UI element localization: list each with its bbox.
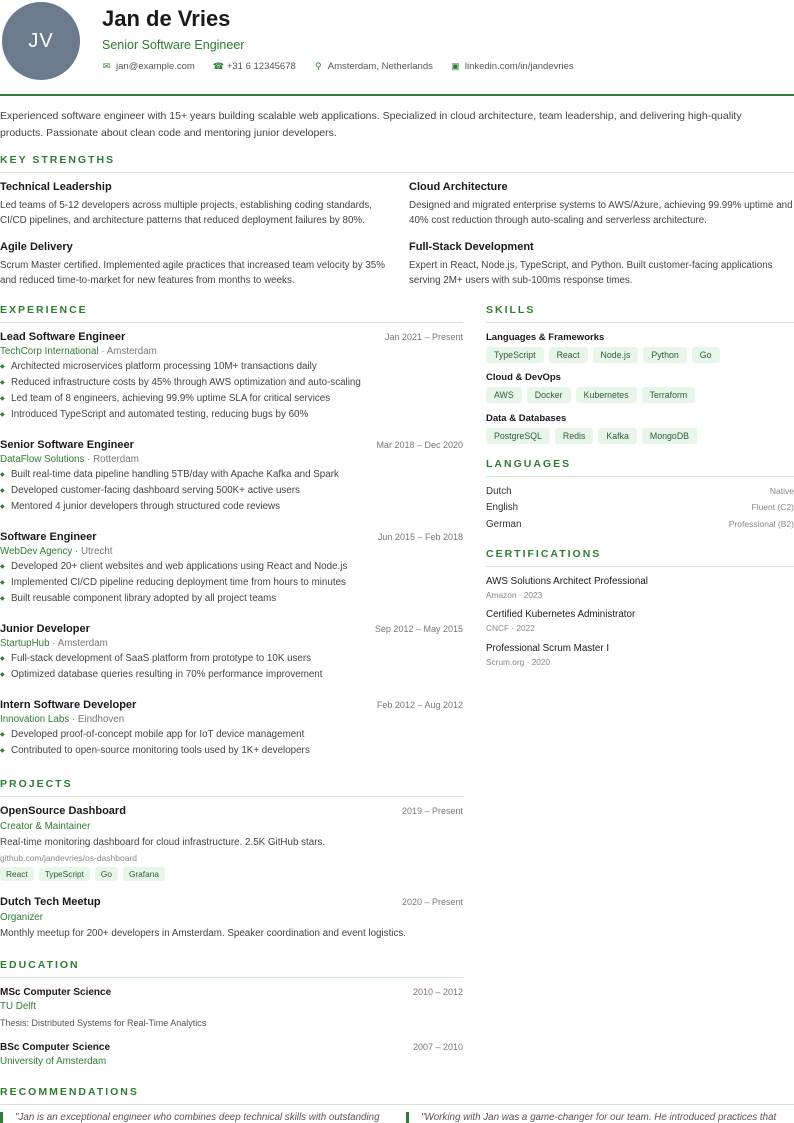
strength-desc: Expert in React, Node.js, TypeScript, and Python. Built customer-facing applications serving 2M+ users with sub-100ms response times. <box>409 260 773 286</box>
job-bullet: ◆ Developed 20+ client websites and web applications using React and Node.js <box>0 559 463 575</box>
language-level: Professional (B2) <box>728 519 794 529</box>
linkedin-icon: ▣ <box>451 61 460 71</box>
contact-email-text: jan@example.com <box>116 61 195 72</box>
contact-location <box>314 61 433 72</box>
recommendation-quote: "Working with Jan was a game-changer for our team. He introduced practices that <box>406 1112 794 1123</box>
job-location: · Rotterdam <box>84 454 139 465</box>
contact-linkedin-text: linkedin.com/in/jandevries <box>464 61 574 72</box>
strength-item <box>0 241 385 288</box>
job-bullets <box>0 559 463 607</box>
skill-tag: Docker <box>527 387 571 403</box>
job-dates: Mar 2018 – Dec 2020 <box>376 440 463 450</box>
location-icon: ⚲ <box>314 61 322 71</box>
job-bullet: ◆ Reduced infrastructure costs by 45% through AWS optimization and auto-scaling <box>0 375 463 391</box>
job-dates: Sep 2012 – May 2015 <box>374 624 463 634</box>
section-title-certifications: CERTIFICATIONS <box>486 548 794 567</box>
education-school: University of Amsterdam <box>0 1056 107 1067</box>
certification-meta: CNCF · 2022 <box>486 623 535 633</box>
project-tag: Go <box>95 867 118 881</box>
project-role: Creator & Maintainer <box>0 821 91 832</box>
experience-item <box>0 331 463 423</box>
job-bullets <box>0 727 463 759</box>
skill-group <box>486 332 794 363</box>
section-title-languages: LANGUAGES <box>486 458 794 477</box>
skill-tag: Kubernetes <box>576 387 637 403</box>
job-title: Intern Software Developer <box>0 699 137 711</box>
project-title: OpenSource Dashboard <box>0 805 126 817</box>
skill-tag: Kafka <box>598 428 637 444</box>
project-dates: 2019 – Present <box>401 806 463 816</box>
avatar <box>2 2 80 80</box>
language-name: Dutch <box>486 486 512 497</box>
project-item <box>0 896 463 939</box>
job-dates: Jun 2015 – Feb 2018 <box>377 532 463 542</box>
language-name: German <box>486 519 522 530</box>
project-desc: Monthly meetup for 200+ developers in Amsterdam. Speaker coordination and event logistics. <box>0 928 406 939</box>
education-school: TU Delft <box>0 1001 36 1012</box>
project-tag: Grafana <box>123 867 165 881</box>
job-location: · Amsterdam <box>49 638 108 649</box>
strength-item <box>0 181 385 228</box>
contact-phone[interactable] <box>213 61 296 72</box>
candidate-name: Jan de Vries <box>102 6 231 31</box>
experience-item <box>0 439 463 515</box>
project-dates: 2020 – Present <box>401 897 463 907</box>
strength-title: Technical Leadership <box>0 181 112 193</box>
skill-group-title: Languages & Frameworks <box>486 332 605 343</box>
education-thesis: Thesis: Distributed Systems for Real-Time Analytics <box>0 1018 207 1028</box>
certification-name: Professional Scrum Master I <box>486 643 610 654</box>
job-location: · Eindhoven <box>69 714 125 725</box>
education-dates: 2010 – 2012 <box>412 987 463 997</box>
skill-tag: MongoDB <box>642 428 697 444</box>
summary: Experienced software engineer with 15+ years building scalable web applications. Specialized in cloud architecture, team leadership, and delivering high-quality products. Passionate about clean code and mentoring junior developers. <box>0 110 742 139</box>
job-bullets <box>0 359 463 423</box>
section-title-education: EDUCATION <box>0 959 463 978</box>
contact-email[interactable] <box>102 61 195 72</box>
skill-tag: Redis <box>555 428 594 444</box>
education-degree: BSc Computer Science <box>0 1042 111 1053</box>
section-title-experience: EXPERIENCE <box>0 304 463 323</box>
strength-item <box>409 181 794 228</box>
skill-group <box>486 413 794 444</box>
strength-desc: Scrum Master certified. Implemented agile practices that increased team velocity by 35% and reduced time-to-market for new features from months to weeks. <box>0 260 385 286</box>
language-level: Native <box>769 486 794 496</box>
experience-item <box>0 531 463 607</box>
section-title-recommendations: RECOMMENDATIONS <box>0 1086 794 1105</box>
strength-title: Full-Stack Development <box>409 241 534 253</box>
company-name: WebDev Agency <box>0 546 73 557</box>
strength-title: Cloud Architecture <box>409 181 508 193</box>
project-desc: Real-time monitoring dashboard for cloud infrastructure. 2.5K GitHub stars. <box>0 837 326 848</box>
job-title: Lead Software Engineer <box>0 331 126 343</box>
skill-group <box>486 372 794 403</box>
job-bullets <box>0 651 463 683</box>
certification-item <box>486 643 794 667</box>
job-dates: Jan 2021 – Present <box>384 332 463 342</box>
contact-location-text: Amsterdam, Netherlands <box>327 61 433 72</box>
company-name: Innovation Labs <box>0 714 70 725</box>
resume-header <box>0 0 794 96</box>
language-item <box>486 486 794 497</box>
contact-phone-text: +31 6 12345678 <box>226 61 296 72</box>
certification-item <box>486 576 794 600</box>
skill-tag: Node.js <box>593 347 639 363</box>
project-link[interactable]: github.com/jandevries/os-dashboard <box>0 853 138 863</box>
experience-item <box>0 623 463 683</box>
recommendation-quote: "Jan is an exceptional engineer who combines deep technical skills with outstanding <box>0 1112 394 1123</box>
job-bullet: ◆ Architected microservices platform processing 10M+ transactions daily <box>0 359 463 375</box>
project-tag: React <box>0 867 34 881</box>
project-tag: TypeScript <box>39 867 90 881</box>
company-name: StartupHub <box>0 638 50 649</box>
skill-tag: PostgreSQL <box>486 428 550 444</box>
education-item <box>0 1042 463 1067</box>
project-title: Dutch Tech Meetup <box>0 896 101 908</box>
certification-meta: Amazon · 2023 <box>486 590 543 600</box>
avatar-initials: JV <box>28 29 54 52</box>
education-dates: 2007 – 2010 <box>412 1042 463 1052</box>
language-name: English <box>486 502 519 513</box>
skill-tag: Python <box>643 347 686 363</box>
job-title: Junior Developer <box>0 623 90 635</box>
education-degree: MSc Computer Science <box>0 987 112 998</box>
section-title-skills: SKILLS <box>486 304 794 323</box>
job-title: Software Engineer <box>0 531 97 543</box>
email-icon: ✉ <box>102 61 111 71</box>
job-bullet: ◆ Mentored 4 junior developers through structured code reviews <box>0 499 463 515</box>
strength-title: Agile Delivery <box>0 241 73 253</box>
job-bullets <box>0 467 463 515</box>
job-bullet: ◆ Built reusable component library adopted by all project teams <box>0 591 463 607</box>
company-name: TechCorp International <box>0 346 99 357</box>
strength-desc: Designed and migrated enterprise systems to AWS/Azure, achieving 99.99% uptime and 40% cost reduction through auto-scaling and serverless architecture. <box>409 200 793 226</box>
skill-tag: Go <box>692 347 720 363</box>
job-bullet: ◆ Full-stack development of SaaS platform from prototype to 10K users <box>0 651 463 667</box>
job-bullet: ◆ Developed proof-of-concept mobile app for IoT device management <box>0 727 463 743</box>
project-item <box>0 805 463 881</box>
strength-desc: Led teams of 5-12 developers across multiple projects, establishing coding standards, CI/CD pipelines, and architecture patterns that reduced deployment failures by 80%. <box>0 200 372 226</box>
section-title-projects: PROJECTS <box>0 778 463 797</box>
skill-tag: Terraform <box>642 387 696 403</box>
skill-tag: React <box>549 347 588 363</box>
skill-group-title: Cloud & DevOps <box>486 372 561 383</box>
phone-icon: ☎ <box>212 61 225 71</box>
job-dates: Feb 2012 – Aug 2012 <box>376 700 463 710</box>
certification-meta: Scrum.org · 2020 <box>486 657 551 667</box>
certification-item <box>486 609 794 633</box>
job-title: Senior Software Engineer <box>0 439 134 451</box>
job-location: · Amsterdam <box>98 346 157 357</box>
job-bullet: ◆ Implemented CI/CD pipeline reducing deployment time from hours to minutes <box>0 575 463 591</box>
skill-group-title: Data & Databases <box>486 413 567 424</box>
section-title-strengths: KEY STRENGTHS <box>0 154 794 173</box>
skill-tag: AWS <box>486 387 522 403</box>
language-level: Fluent (C2) <box>751 502 794 512</box>
job-location: · Utrecht <box>72 546 113 557</box>
job-bullet: ◆ Built real-time data pipeline handling 5TB/day with Apache Kafka and Spark <box>0 467 463 483</box>
job-bullet: ◆ Contributed to open-source monitoring tools used by 1K+ developers <box>0 743 463 759</box>
job-bullet: ◆ Led team of 8 engineers, achieving 99.9% uptime SLA for critical services <box>0 391 463 407</box>
job-bullet: ◆ Optimized database queries resulting in 70% performance improvement <box>0 667 463 683</box>
contact-bar <box>102 61 574 72</box>
strength-item <box>409 241 794 288</box>
language-item <box>486 502 794 513</box>
job-bullet: ◆ Introduced TypeScript and automated testing, reducing bugs by 60% <box>0 407 463 423</box>
project-role: Organizer <box>0 912 44 923</box>
contact-linkedin[interactable] <box>451 61 574 72</box>
language-item <box>486 519 794 530</box>
experience-item <box>0 699 463 759</box>
candidate-title: Senior Software Engineer <box>102 38 245 52</box>
certification-name: Certified Kubernetes Administrator <box>486 609 636 620</box>
job-bullet: ◆ Developed customer-facing dashboard serving 500K+ active users <box>0 483 463 499</box>
education-item <box>0 987 463 1028</box>
skill-tag: TypeScript <box>486 347 544 363</box>
company-name: DataFlow Solutions <box>0 454 85 465</box>
certification-name: AWS Solutions Architect Professional <box>486 576 648 587</box>
